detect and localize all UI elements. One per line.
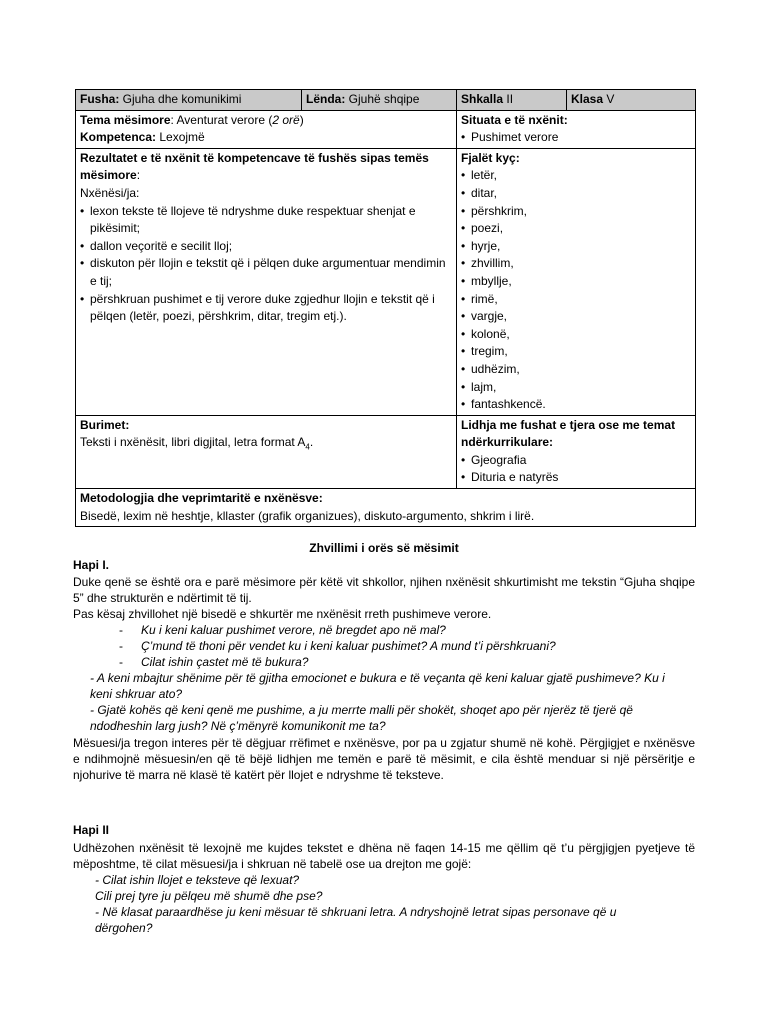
situata-list xyxy=(461,129,691,147)
kompetenca-label: Kompetenca: xyxy=(80,130,157,145)
metodologjia-text: Bisedë, lexim në heshtje, kllaster (grafik organizues), diskuto-argumento, shkrim i lirë. xyxy=(80,508,535,523)
shkalla-cell xyxy=(457,90,567,111)
klasa-value: V xyxy=(603,92,615,106)
fjalet-list xyxy=(461,167,691,413)
burimet-cell xyxy=(76,415,457,488)
rezultatet-item: • përshkruan pushimet e tij verore duke zgjedhur llojin e tekstit që i pëlqen (letër, poezi, përshkrim, ditar, tregim etj.). xyxy=(80,291,452,326)
section-heading: Zhvillimi i orës së mësimit xyxy=(309,541,459,555)
rezultatet-cell xyxy=(76,148,457,415)
metodologjia-cell xyxy=(76,489,696,527)
keyword-item: • poezi, xyxy=(461,220,691,238)
nxenesi-label: Nxënësi/ja: xyxy=(80,185,140,200)
rezultatet-list xyxy=(80,203,452,326)
lesson-plan-table-wrapper xyxy=(75,89,695,527)
fusha-label: Fusha: xyxy=(80,92,120,106)
fusha-value: Gjuha dhe komunikimi xyxy=(119,92,242,106)
tema-row xyxy=(76,110,696,148)
fjalet-cell xyxy=(457,148,696,415)
hapi2-section xyxy=(73,822,695,936)
hapi1-question: - Ç’mund të thoni për vendet ku i keni kaluar pushimet? A mund t’i përshkruani? xyxy=(119,639,556,653)
rezultatet-item: • dallon veçoritë e secilit lloj; xyxy=(80,238,452,256)
hapi1-question: - Cilat ishin çastet më të bukura? xyxy=(119,655,309,669)
keyword-item: • ditar, xyxy=(461,185,691,203)
lidhja-list xyxy=(461,452,691,487)
metodologjia-label: Metodologjia dhe veprimtaritë e nxënësve: xyxy=(80,491,323,506)
rezultatet-item: • diskuton për llojin e tekstit që i pëlqen duke argumentuar mendimin e tij; xyxy=(80,255,452,290)
hapi2-title: Hapi II xyxy=(73,823,110,837)
hapi1-question: - Gjatë kohës që keni qenë me pushime, a ju merrte malli për shokët, shoqet apo për njerëz të tjerë që ndodheshin larg jush? Në ç’mënyrë komunikonit me ta? xyxy=(90,703,633,733)
keyword-item: • rimë, xyxy=(461,291,691,309)
hapi1-question: - A keni mbajtur shënime për të gjitha emocionet e bukura e të veçanta që keni kaluar gjatë pushimeve? Ku i keni shkruar ato? xyxy=(90,671,665,701)
keyword-item: • letër, xyxy=(461,167,691,185)
fjalet-label: Fjalët kyç: xyxy=(461,150,520,165)
hapi1-question-text: Cilat ishin çastet më të bukura? xyxy=(141,655,309,669)
lidhja-item: • Dituria e natyrës xyxy=(461,469,691,487)
situata-item: • Pushimet verore xyxy=(461,129,691,147)
metodologjia-row xyxy=(76,489,696,527)
burimet-text: Teksti i nxënësit, libri digjital, letra format A xyxy=(80,435,306,450)
hapi1-title: Hapi I. xyxy=(73,558,110,572)
rezultatet-label: Rezultatet e të nxënit të kompetencave të fushës sipas temës mësimore xyxy=(80,150,429,183)
hapi2-question: - Cilat ishin llojet e teksteve që lexuat? xyxy=(95,873,300,887)
tema-close: ) xyxy=(299,112,304,127)
hapi2-question: Cili prej tyre ju pëlqeu më shumë dhe pse? xyxy=(95,889,323,903)
lidhja-cell xyxy=(457,415,696,488)
tema-label: Tema mësimore xyxy=(80,112,171,127)
rezultatet-colon: : xyxy=(136,168,141,183)
shkalla-value: II xyxy=(503,92,514,106)
keyword-item: • fantashkencë. xyxy=(461,396,691,414)
burimet-subscript: 4 xyxy=(305,442,310,452)
hapi2-question: - Në klasat paraardhëse ju keni mësuar të shkruani letra. A ndryshojnë letrat sipas personave që u dërgohen? xyxy=(95,905,617,935)
keyword-item: • përshkrim, xyxy=(461,203,691,221)
lenda-cell xyxy=(302,90,457,111)
lidhja-label: Lidhja me fushat e tjera ose me temat ndërkurrikulare: xyxy=(461,417,676,450)
keyword-item: • lajm, xyxy=(461,379,691,397)
hapi1-paragraph: Pas kësaj zhvillohet një bisedë e shkurtër me nxënësit rreth pushimeve verore. xyxy=(73,607,492,621)
keyword-item: • vargje, xyxy=(461,308,691,326)
hapi1-paragraph: Mësuesi/ja tregon interes për të dëgjuar rrëfimet e nxënësve, por pa u zgjatur shumë në kohë. Përgjigjet e nxënësve e ndihmojnë mësuesin/en që të bëjë lidhjen me temën e parë të mësimit, e cila është menduar si një përsëritje e njohurive të marra në klasë të katërt për llojet e ndryshme të teksteve. xyxy=(73,736,695,782)
keyword-item: • tregim, xyxy=(461,343,691,361)
hapi1-question-text: Ku i keni kaluar pushimet verore, në bregdet apo në mal? xyxy=(141,623,446,637)
klasa-label: Klasa xyxy=(571,92,604,106)
header-row xyxy=(76,90,696,111)
lidhja-item: • Gjeografia xyxy=(461,452,691,470)
burimet-end: . xyxy=(309,435,314,450)
keyword-item: • mbyllje, xyxy=(461,273,691,291)
burimet-row xyxy=(76,415,696,488)
tema-value: : Aventurat verore ( xyxy=(170,112,273,127)
shkalla-label: Shkalla xyxy=(461,92,504,106)
hapi1-paragraph: Duke qenë se është ora e parë mësimore për këtë vit shkollor, njihen nxënësit shkurtimisht me tekstin “Gjuha shqipe 5” dhe strukturën e ndërtimit të tij. xyxy=(73,575,695,605)
tema-cell xyxy=(76,110,457,148)
keyword-item: • kolonë, xyxy=(461,326,691,344)
situata-cell xyxy=(457,110,696,148)
tema-hours: 2 orë xyxy=(272,112,300,127)
hapi1-question-text: Ç’mund të thoni për vendet ku i keni kaluar pushimet? A mund t’i përshkruani? xyxy=(141,639,556,653)
lenda-value: Gjuhë shqipe xyxy=(345,92,420,106)
keyword-item: • udhëzim, xyxy=(461,361,691,379)
rezultatet-row xyxy=(76,148,696,415)
rezultatet-item: • lexon tekste të llojeve të ndryshme duke respektuar shenjat e pikësimit; xyxy=(80,203,452,238)
hapi2-paragraph: Udhëzohen nxënësit të lexojnë me kujdes tekstet e dhëna në faqen 14-15 me qëllim që t’u përgjigjen pyetjeve të mëposhtme, të cilat mësuesi/ja i shkruan në tabelë ose ua drejton me gojë: xyxy=(73,841,695,871)
hapi1-question: - Ku i keni kaluar pushimet verore, në bregdet apo në mal? xyxy=(119,623,446,637)
klasa-cell xyxy=(567,90,696,111)
kompetenca-value: Lexojmë xyxy=(156,130,205,145)
keyword-item: • hyrje, xyxy=(461,238,691,256)
fusha-cell xyxy=(76,90,302,111)
situata-label: Situata e të nxënit: xyxy=(461,112,568,127)
lesson-plan-table xyxy=(75,89,696,527)
burimet-label: Burimet: xyxy=(80,417,130,432)
hapi1-section xyxy=(73,557,695,783)
keyword-item: • zhvillim, xyxy=(461,255,691,273)
lenda-label: Lënda: xyxy=(306,92,346,106)
